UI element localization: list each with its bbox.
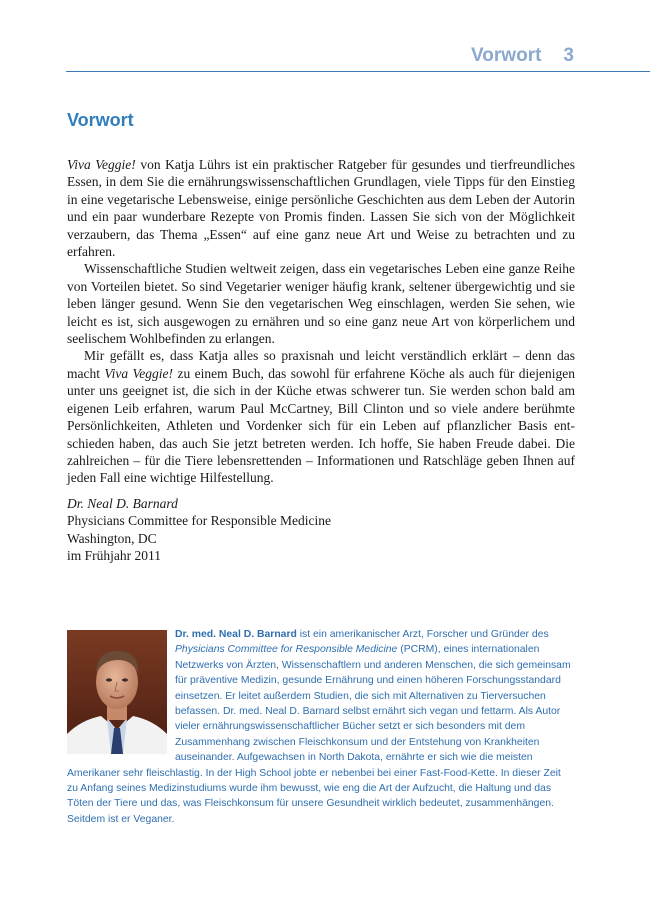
book-title: Viva Veggie!	[67, 157, 136, 172]
paragraph-3	[67, 347, 575, 486]
bio-organization: Physicians Committee for Responsible Medicine	[175, 644, 398, 656]
paragraph-3-before: Mir gefällt es, dass Katja alles so praxisnah und leicht verständlich erklärt – denn das macht	[67, 348, 575, 381]
paragraph-2: Wissenschaftliche Studien weltweit zeigen, dass ein vegetarisches Leben eine ganze Reihe von Vorteilen bietet. So sind Vegetarier weniger häufig krank, seltener übergewichtig und sie leben länger gesund. Wenn Sie den vegetarischen Weg einschlagen, werden Sie sehen, wie leicht es ist, sich ausgewogen zu ernähren und so eine ganz neue Art von körperlichem und seelischem Wohlbefinden zu erlangen.	[67, 261, 575, 347]
body-text	[67, 156, 575, 487]
paragraph-1	[67, 156, 575, 260]
page-number: 3	[563, 45, 574, 66]
paragraph-3-after: zu einem Buch, das sowohl für erfahrene Köche als auch für diejenigen unter uns geeignet ist, die sich in der Küche etwas schwerer tun. Sie werden schon bald am eigenen Leib erfahren, warum Paul McCartney, Bill Clinton und so viele andere berühmte Persönlichkeiten, Athleten und Vordenker sich für ein Leben auf pflanzlicher Basis entschieden haben, das auch Sie jetzt betreten werden. Ich hoffe, Sie haben Freude dabei. Die zahlreichen – für die Tiere lebensrettenden – Informationen und Ratschläge geben Ihnen auf jeden Fall eine wichtige Hilfestellung.	[67, 365, 575, 486]
signature-location: Washington, DC	[67, 530, 157, 546]
running-header-title: Vorwort	[471, 45, 542, 66]
signature-name	[67, 495, 331, 512]
header-rule	[66, 71, 650, 72]
signature-block	[67, 495, 331, 565]
page-title: Vorwort	[67, 110, 134, 130]
signature-date: im Frühjahr 2011	[67, 548, 161, 564]
paragraph-1-text: von Katja Lührs ist ein praktischer Ratgeber für gesundes und tierfreundliches Essen, in dem Sie die ernährungswissenschaftlichen Grundlagen, viele Tipps für den Einstieg in eine vegetarische Lebensweise, einige persönliche Geschichten aus dem Leben der Autorin und ein paar wunderbare Rezepte von Promis finden. Lassen Sie sich von der Möglichkeit verzaubern, das Thema „Essen“ auf eine ganz neue Art und Weise zu betrachten und zu erfahren.	[67, 157, 576, 260]
bio-text-2: (PCRM), eines internationalen Netzwerks von Ärzten, Wissenschaftlern und anderen Menschen, die sich gemeinsam für präventive Medizin, gesunde Ernährung und einen höheren Forschungsstandard einsetzen. Er leitet außerdem Studien, die sich mit Alternativen zu Tierversuchen befassen. Dr. med. Neal D. Barnard selbst ernährt sich vegan und fettarm. Als Autor vieler ernährungswissenschaftlicher Bücher setzt er sich besonders mit dem Zusammenhang zwischen Fleischkonsum und der Entstehung von Krankheiten auseinander. Aufgewachsen in North Dakota, ernährte er sich wie die meisten Amerikaner sehr fleischlastig. In der High School jobte er nebenbei bei einer Fast-Food-Kette. In dieser Zeit zu Anfang seines Medizinstudiums wurde ihm bewusst, wie eng die Art der Aufzucht, die Haltung und das Töten der Tiere und das, was Fleischkonsum für unsere Gesundheit wirklich bedeutet, zusammenhängen. Seitdem ist er Veganer.	[67, 644, 571, 825]
signature-organization: Physicians Committee for Responsible Medicine	[67, 513, 331, 529]
author-photo	[67, 630, 167, 754]
signature-name-text: Dr. Neal D. Barnard	[67, 496, 178, 511]
running-header	[471, 44, 574, 68]
bio-text-1: ist ein amerikanischer Arzt, Forscher und Gründer des	[296, 629, 549, 640]
book-title: Viva Veggie!	[104, 365, 174, 381]
bio-name: Dr. med. Neal D. Barnard	[175, 629, 297, 640]
author-bio	[67, 627, 572, 827]
